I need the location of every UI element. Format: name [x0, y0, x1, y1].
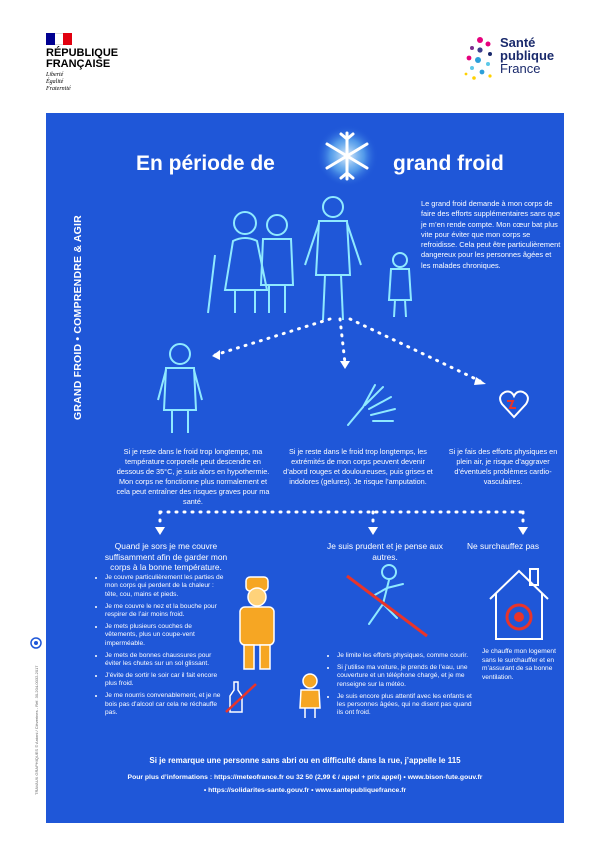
bundled-up-person-illustration: [226, 575, 288, 675]
advice-left-list: [97, 574, 225, 721]
republique-flag-logo: [46, 33, 72, 45]
advice-middle-heading: Je suis prudent et je pense aux autres.: [327, 541, 443, 562]
list-item: • Je suis encore plus attentif avec les enfants et les personnes âgées, qui ne disent pas quand ils ont froid.: [337, 693, 477, 718]
list-item: • Je me couvre le nez et la bouche pour respirer de l’air moins froid.: [105, 603, 225, 620]
risk-frostbite-text: Si je reste dans le froid trop longtemps, les extrémités de mon corps peuvent devenir d’abord rouges et douloureuses, puis grises et indolores (gelures). Je risque l’amputation.: [283, 447, 433, 486]
alert-115-text: Si je remarque une personne sans abri ou en difficulté dans la rue, j’appelle le 115: [149, 756, 461, 765]
dotted-separator: [150, 508, 535, 538]
child-illustration: [296, 672, 324, 720]
advice-right-text: Je chauffe mon logement sans le surchauffer et en m’assurant de sa bonne ventilation.: [482, 648, 556, 681]
intro-text: Le grand froid demande à mon corps de faire des efforts supplémentaires sans que je m’en rende compte. Mon cœur bat plus vite pour éviter que mon corps se refroidisse. Cela peut être particulièrement dangereux pour les personnes âgées et les malades chroniques.: [421, 199, 561, 270]
advice-right-heading: Ne surchauffez pas: [467, 541, 540, 551]
snowflake-icon: [316, 125, 378, 187]
side-label: GRAND FROID • COMPRENDRE & AGIR: [72, 215, 84, 420]
advice-middle-list: [329, 652, 477, 721]
info-links-line-1: Pour plus d’informations : https://meteofrance.fr ou 32 50 (2,99 € / appel + prix appel) • www.bison-fute.gouv.fr: [127, 774, 483, 781]
hypothermia-figure-illustration: [148, 340, 208, 435]
republique-francaise-title: RÉPUBLIQUE FRANÇAISE: [46, 47, 119, 70]
title-left: En période de: [136, 152, 275, 175]
sante-publique-france-wordmark: Santé publique France: [500, 35, 555, 76]
list-item: • Je couvre particulièrement les parties de mon corps qui perdent de la chaleur : tête, cou, mains et pieds.: [105, 574, 225, 599]
no-alcohol-icon: [226, 678, 256, 714]
frostbite-hand-icon: [343, 375, 403, 430]
risk-hypothermia-text: Si je reste dans le froid trop longtemps, ma température corporelle peut descendre en dessous de 35°C, je suis alors en hypothermie. Mon corps ne fonctionne plus normalement et cela peut entraîner des risques graves pour ma santé.: [116, 447, 270, 506]
house-heater-illustration: [486, 565, 552, 643]
legal-reference: TRAVAUX GRAPHIQUES © Antoni / Cléverines - Réf. 30-204-0032-2017: [34, 665, 39, 795]
list-item: • Je mets plusieurs couches de vêtements, plus un coupe-vent imperméable.: [105, 623, 225, 648]
list-item: • Je limite les efforts physiques, comme courir.: [337, 652, 477, 660]
risk-cardio-text: Si je fais des efforts physiques en plein air, je risque d’aggraver d’éventuels problèmes cardio-vasculaires.: [448, 447, 558, 486]
info-links-line-2: • https://solidarites-sante.gouv.fr • www.santepubliquefrance.fr: [203, 787, 407, 794]
no-running-illustration: [345, 562, 430, 640]
list-item: • Je mets de bonnes chaussures pour éviter les chutes sur un sol glissant.: [105, 652, 225, 669]
list-item: • J’évite de sortir le soir car il fait encore plus froid.: [105, 672, 225, 689]
title-right: grand froid: [393, 152, 504, 175]
list-item: • Je me nourris convenablement, et je ne bois pas d’alcool car cela ne réchauffe pas.: [105, 692, 225, 717]
advice-left-heading: Quand je sors je me couvre suffisamment afin de garder mon corps à la bonne température.: [104, 541, 228, 572]
list-item: • Si j’utilise ma voiture, je prends de l’eau, une couverture et un téléphone chargé, et je me renseigne sur la météo.: [337, 664, 477, 689]
republique-motto: Liberté Égalité Fraternité: [46, 72, 71, 92]
elderly-couple-man-child-illustration: [205, 195, 430, 325]
heart-icon: [498, 388, 530, 420]
